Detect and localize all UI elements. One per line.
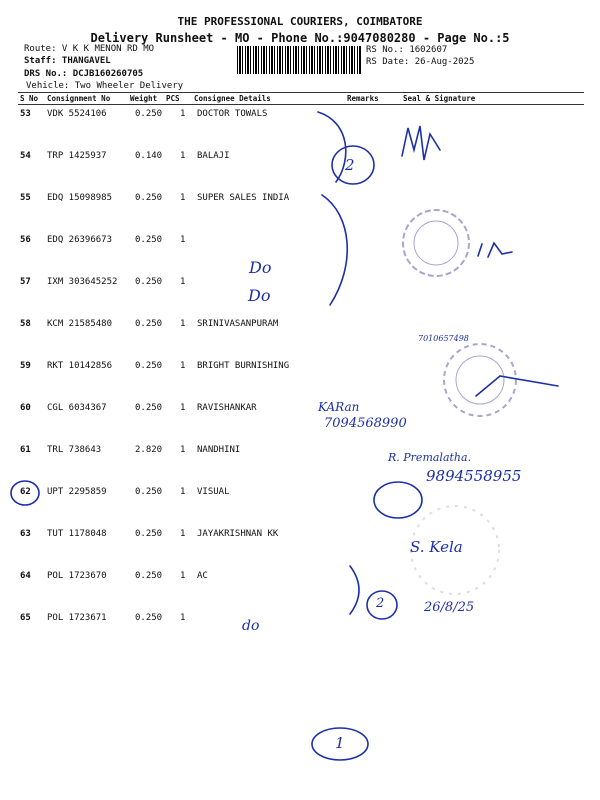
handwriting-do-3: do <box>242 618 260 634</box>
runsheet-title: Delivery Runsheet - MO - Phone No.:9047080280 - Page No.:5 <box>90 31 510 45</box>
row-consignee: AC <box>197 571 208 581</box>
signature-53 <box>402 126 440 160</box>
circle-tu-outline <box>374 482 422 518</box>
handwriting-circle-2-a: 2 <box>345 156 355 174</box>
row-pcs: 1 <box>180 529 186 539</box>
handwriting-date-64: 26/8/25 <box>424 600 475 615</box>
row-pcs: 1 <box>180 277 186 287</box>
handwriting-name-61: R. Premalatha. <box>388 451 472 464</box>
route-label: Route: V K K MENON RD MO <box>24 44 155 54</box>
row-pcs: 1 <box>180 613 186 623</box>
row-weight: 0.250 <box>135 529 163 539</box>
row-weight: 0.250 <box>135 613 163 623</box>
row-pcs: 1 <box>180 193 186 203</box>
handwriting-signature-63: S. Kela <box>410 538 463 556</box>
row-sno: 65 <box>20 613 31 623</box>
row-weight: 0.250 <box>135 235 163 245</box>
row-pcs: 1 <box>180 235 186 245</box>
row-weight: 0.250 <box>135 193 163 203</box>
row-consignee: JAYAKRISHNAN KK <box>197 529 279 539</box>
row-weight: 0.250 <box>135 571 163 581</box>
handwriting-phone-58: 7010657498 <box>418 334 469 343</box>
remarks-bracket-2 <box>322 195 347 305</box>
row-sno: 54 <box>20 151 31 161</box>
col-header-consignment: Consignment No <box>47 94 111 103</box>
row-weight: 0.250 <box>135 403 163 413</box>
row-pcs: 1 <box>180 109 186 119</box>
col-header-weight: Weight <box>130 94 158 103</box>
row-pcs: 1 <box>180 487 186 497</box>
row-sno: 60 <box>20 403 31 413</box>
row-consignee: NANDHINI <box>197 445 241 455</box>
handwriting-phone-60: 7094568990 <box>324 416 407 431</box>
check-mark-59 <box>476 376 558 396</box>
row-consignment: POL 1723670 <box>47 571 107 581</box>
row-consignee: VISUAL <box>197 487 230 497</box>
row-sno: 57 <box>20 277 31 287</box>
row-consignment: EDQ 26396673 <box>47 235 113 245</box>
row-weight: 0.250 <box>135 361 163 371</box>
row-consignee: SUPER SALES INDIA <box>197 193 290 203</box>
signature-56 <box>478 243 512 257</box>
row-pcs: 1 <box>180 319 186 329</box>
row-consignment: TRP 1425937 <box>47 151 107 161</box>
circle-62-outline <box>11 481 39 505</box>
row-sno: 59 <box>20 361 31 371</box>
handwriting-circle-1: 1 <box>335 734 345 752</box>
row-weight: 0.250 <box>135 319 163 329</box>
drs-label: DRS No.: DCJB160260705 <box>24 69 144 79</box>
col-header-remarks: Remarks <box>347 94 379 103</box>
row-consignee: SRINIVASANPURAM <box>197 319 279 329</box>
row-consignment: TRL 738643 <box>47 445 102 455</box>
row-consignee: BRIGHT BURNISHING <box>197 361 290 371</box>
handwriting-do-1: Do <box>249 258 272 277</box>
handwriting-do-2: Do <box>248 286 271 305</box>
row-consignment: TUT 1178048 <box>47 529 107 539</box>
handwriting-circle-2-b: 2 <box>376 596 385 611</box>
row-sno: 58 <box>20 319 31 329</box>
row-weight: 0.140 <box>135 151 163 161</box>
row-sno: 64 <box>20 571 31 581</box>
staff-label: Staff: THANGAVEL <box>24 56 111 66</box>
stamp-seal-2 <box>444 344 516 416</box>
row-pcs: 1 <box>180 151 186 161</box>
row-sno: 61 <box>20 445 31 455</box>
row-weight: 0.250 <box>135 109 163 119</box>
col-header-sno: S No <box>20 94 39 103</box>
remarks-bracket-3 <box>350 566 359 614</box>
handwriting-karan: KARan <box>318 400 360 414</box>
row-sno: 55 <box>20 193 31 203</box>
rs-date: RS Date: 26-Aug-2025 <box>366 57 475 67</box>
row-weight: 0.250 <box>135 487 163 497</box>
row-consignment: POL 1723671 <box>47 613 107 623</box>
row-consignee: RAVISHANKAR <box>197 403 257 413</box>
vehicle-label: Vehicle: Two Wheeler Delivery <box>26 81 184 91</box>
remarks-bracket-1 <box>318 112 346 182</box>
row-weight: 2.820 <box>135 445 163 455</box>
row-consignee: BALAJI <box>197 151 230 161</box>
rs-number: RS No.: 1602607 <box>366 45 448 55</box>
col-header-seal-signature: Seal & Signature <box>403 94 476 103</box>
col-header-consignee: Consignee Details <box>194 94 271 103</box>
row-consignment: EDQ 15098985 <box>47 193 113 203</box>
row-weight: 0.250 <box>135 277 163 287</box>
row-consignment: IXM 303645252 <box>47 277 118 287</box>
row-pcs: 1 <box>180 445 186 455</box>
row-sno: 62 <box>20 487 31 497</box>
row-consignment: RKT 10142856 <box>47 361 113 371</box>
row-sno: 53 <box>20 109 31 119</box>
row-sno: 56 <box>20 235 31 245</box>
row-pcs: 1 <box>180 361 186 371</box>
stamp-seal-1 <box>403 210 469 276</box>
row-consignment: KCM 21585480 <box>47 319 113 329</box>
row-consignment: VDK 5524106 <box>47 109 107 119</box>
col-header-pcs: PCS <box>166 94 180 103</box>
company-title: THE PROFESSIONAL COURIERS, COIMBATORE <box>177 15 423 28</box>
row-pcs: 1 <box>180 403 186 413</box>
row-sno: 63 <box>20 529 31 539</box>
row-consignment: CGL 6034367 <box>47 403 107 413</box>
row-consignee: DOCTOR TOWALS <box>197 109 268 119</box>
row-consignment: UPT 2295859 <box>47 487 107 497</box>
handwriting-phone-61: 9894558955 <box>426 467 522 485</box>
row-pcs: 1 <box>180 571 186 581</box>
